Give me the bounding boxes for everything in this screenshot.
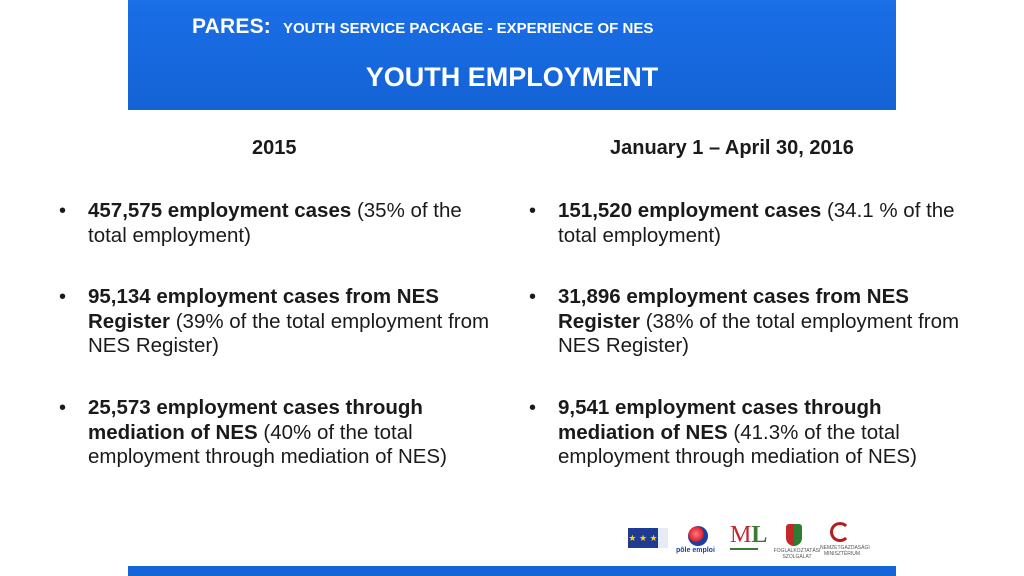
ml-logo bbox=[730, 522, 767, 549]
bullet-bold: 457,575 employment cases bbox=[88, 199, 352, 222]
bullet-2015-total bbox=[59, 199, 488, 248]
bullet-text: (39% of the total employment from NES Register) bbox=[88, 309, 490, 357]
bullet-icon: • bbox=[59, 397, 67, 419]
ministry-caption: NEMZETGAZDASÁGI MINISZTÉRIUM bbox=[820, 545, 870, 557]
ml-logo-l: L bbox=[751, 522, 768, 548]
ml-logo-m: M bbox=[730, 522, 752, 548]
ministry-logo-icon bbox=[830, 522, 850, 542]
org-label: PARES: bbox=[192, 15, 271, 38]
pole-emploi-text: pôle emploi bbox=[676, 547, 715, 554]
bullet-icon: • bbox=[59, 200, 67, 222]
bullet-bold: 9,541 employment cases through mediation of NES bbox=[558, 396, 882, 444]
bullet-2016-total bbox=[529, 199, 968, 248]
column-heading-2015: 2015 bbox=[252, 137, 297, 159]
eu-banner-strip bbox=[658, 528, 668, 548]
bullet-text: (40% of the total employment through mediation of NES) bbox=[88, 420, 447, 468]
bullet-icon: • bbox=[529, 200, 537, 222]
footer-bar bbox=[128, 566, 896, 576]
pole-emploi-logo-icon bbox=[688, 526, 708, 546]
bullet-icon: • bbox=[59, 286, 67, 308]
bullet-bold: 25,573 employment cases through mediation of NES bbox=[88, 396, 423, 444]
bullet-text: (35% of the total employment) bbox=[88, 199, 462, 247]
ml-logo-underline bbox=[730, 548, 758, 550]
bullet-bold: 95,134 employment cases from NES Register bbox=[88, 285, 439, 333]
crest-caption: FOGLALKOZTATÁSI SZOLGÁLAT bbox=[773, 548, 821, 560]
bullet-text: (34.1 % of the total employment) bbox=[558, 199, 955, 247]
bullet-bold: 151,520 employment cases bbox=[558, 199, 822, 222]
bullet-icon: • bbox=[529, 286, 537, 308]
bullet-2016-mediation bbox=[529, 396, 948, 470]
bullet-text: (41.3% of the total employment through mediation of NES) bbox=[558, 420, 917, 468]
bullet-2016-register bbox=[529, 285, 968, 359]
hungary-crest-icon bbox=[786, 524, 802, 546]
column-heading-2016: January 1 – April 30, 2016 bbox=[610, 137, 854, 159]
header-subtitle: YOUTH SERVICE PACKAGE - EXPERIENCE OF NES bbox=[283, 20, 654, 37]
eu-flag-icon: ★ ★ ★ bbox=[628, 528, 658, 548]
bullet-bold: 31,896 employment cases from NES Register bbox=[558, 285, 909, 333]
bullet-2015-register bbox=[59, 285, 498, 359]
bullet-2015-mediation bbox=[59, 396, 468, 470]
page-title: YOUTH EMPLOYMENT bbox=[365, 62, 659, 92]
bullet-text: (38% of the total employment from NES Register) bbox=[558, 309, 960, 357]
bullet-icon: • bbox=[529, 397, 537, 419]
header-banner bbox=[128, 0, 896, 110]
